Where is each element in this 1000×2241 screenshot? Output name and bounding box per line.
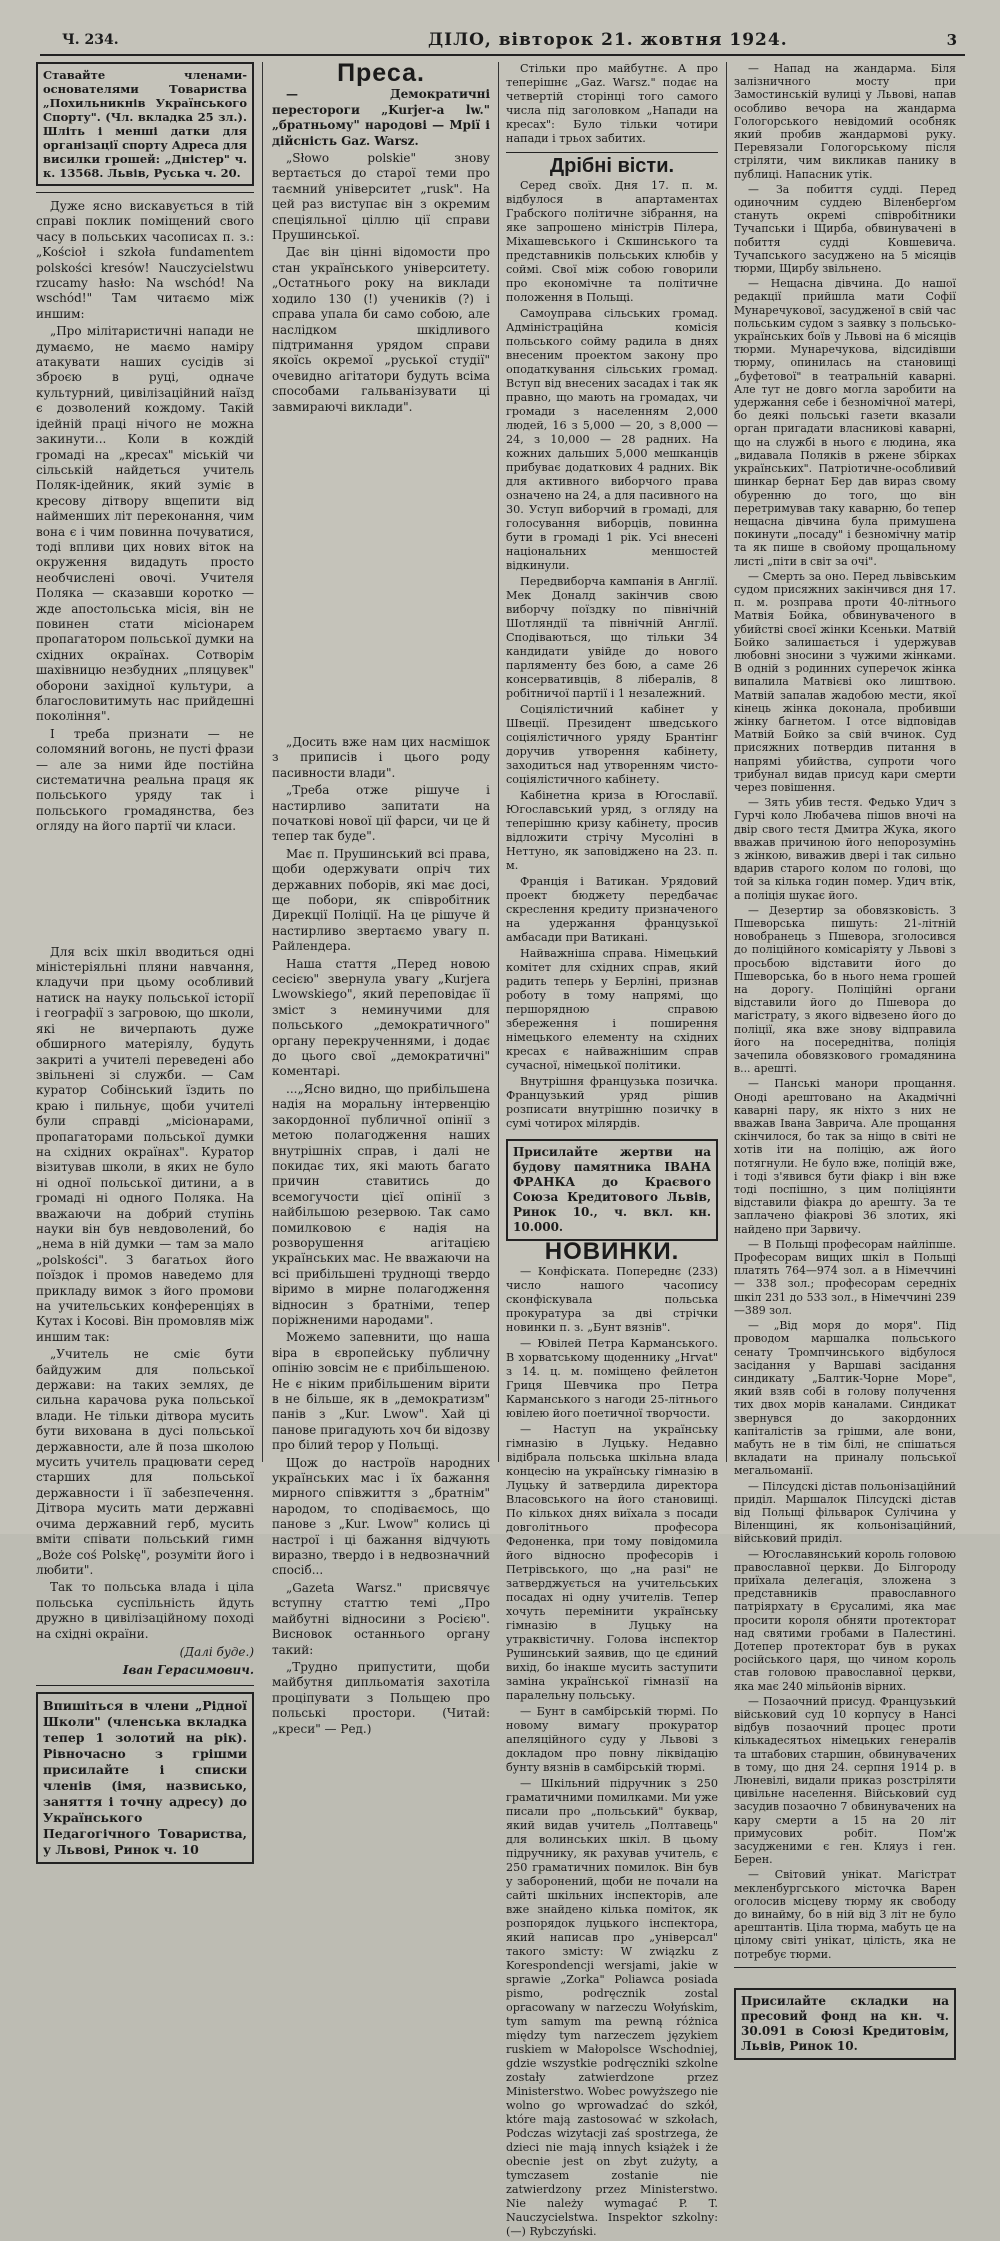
news-item: — Нещасна дівчина. До нашої редакції прийшла мати Софії Мунаречукової, засудженої в свій час польським судом з заявку з польсько-українських боїв у Львові на 6 місяців тюрми. Мунаречукова, відсидівши тюрму, опинилась на становищі „буфетової" в театральній каварні. Але тут не довго могла заробити на удержання себе і безномічної матері, бо деякі польські газети вказали орган пригадати власникові каварні, що на службі в нього є людина, яка „видавала Поляків в ржене збірках українських". Патріотичне-особливий шинкар бернат Бер дав вираз свому обуренню до того, що він перетримував таку каварню, бо тепер нещасна дівчина була примушена покинути „посаду" і безномічну матір та як пише в свойому прощальному листі „піти в світ за очі". xyxy=(734,277,956,568)
news-item: — Наступ на українську гімназію в Луцьку. Недавно відібрала польська шкільна влада концесію на українську гімназію в Луцьку й затвердила директора Власовського на його становищі. По кількох днях виїхала з посади довголітнього професора Федоненка, при тому повідомила його відносно професорів і Петрівського, що „на разі" не затверджується на учительських посадах ні одну учителів. Тепер хочуть перемінити українську гімназію в Луцьку на утраквістичну. Голова інспектор Рушинський заявив, що це єдиний вихід, бо інакше мусить заступити заміна української гімназії на паралельну польську. xyxy=(506,1423,718,1702)
article-paragraph: Має п. Прушинський всі права, щоби одержувати опріч тих державних поборів, які має досі, ще побори, як співробітник Дирекції Поліції. На це рішуче й настирливо звертаємо увагу п. Райлендера. xyxy=(272,846,490,954)
news-item: Найважніша справа. Німецький комітет для східних справ, який радить теперь у Берліні, признав роботу в тому напрямі, що першорядною справою збереження і поширення німецького елементу на східних кресах є найважнішим справ сучасної, німецької політики. xyxy=(506,947,718,1072)
news-item: Внутрішня французька позичка. Французький уряд рішив розписати внутрішню позичку в сумі чотирох мілярдів. xyxy=(506,1075,718,1130)
article-paragraph: „Słowo polskie" знову вертається до старої теми про таємний університет „rusk". На цей раз виступає він з окремим спеціяльної ціллю ції справи Прушинської. xyxy=(272,151,490,243)
article-paragraph: Стільки про майбутнє. А про теперішнє „Gaz. Warsz." подає на четвертій сторінці того самого числа під заголовком „Напади на кресах": Було тільки чотири напади і трьох забитих. xyxy=(506,62,718,145)
divider xyxy=(36,1685,254,1686)
continued-note: (Далі буде.) xyxy=(179,1644,254,1659)
divider xyxy=(734,1967,956,1968)
news-item: Передвиборча кампанія в Англії. Мек Доналд закінчив свою виборчу поїздку по північній Шотляндії та північній Англії. Сподіваються, що тільки 34 кандидати увійде до нового парляменту без бою, а саме 26 консервативців, 8 лібералів, 8 робітничої партії і 1 незалежний. xyxy=(506,575,718,700)
press-fund-notice: Присилайте складки на пресовий фонд на кн. ч. 30.091 в Союзі Кредитовім, Львів, Ринок 10. xyxy=(734,1988,956,2060)
article-paragraph: Так то польська влада і ціла польська суспільність йдуть дружно в цивілізаційному поході на східні окраїни. xyxy=(36,1580,254,1641)
news-item: Соціялістичний кабінет у Швеції. Президент шведського соціялістичного уряду Брантінг доручив утворення кабінету, заходиться над утворенням чисто-соціялістичного кабінету. xyxy=(506,703,718,786)
news-item: — Пілсудскі дістав польонізаційний приділ. Маршалок Пілсудскі дістав від Польщі фільварок Сулічина у Віленщині, як кольонізаційний, військовий приділ. xyxy=(734,1479,956,1546)
page-number: 3 xyxy=(946,31,957,49)
article-paragraph: Щож до настроїв народних українських мас і їх бажання мирного співжиття з „братнім" народом, то сподіваємось, що панове з „Kur. Lwow" колись ці настрої і ці бажання відчують виразно, твердо і в недвозначний спосіб... xyxy=(272,1455,490,1578)
section-title-press: Преса. xyxy=(337,59,425,87)
news-item: — „Від моря до моря". Під проводом маршалка польського сенату Тромпчинського відбулося засідання у Варшаві засідання синдикату „Балтик-Чорне Море", який взяв собі в голову получення тих двох морів каналами. Синдикат звернувся до закордонних капіталістів за грішми, але вони, мабуть не в тім білі, не спішаться вкладати на приналу польської мегальоманії. xyxy=(734,1319,956,1478)
news-item: — Смерть за оно. Перед львівським судом присяжних закінчився дня 17. п. м. розправа проти 40-літнього Матвія Бойка, обвинуваченого в убийстві своєї жінки Ксеньки. Матвій Бойко залишається і удержував любовні зносини з чужими жінками. В одній з родинних суперечок жінка випалила Матвієві око лиштвою. Матвій запалав жадобою мести, якої кінець жінка доконала, пробивши жінку багнетом. І отсе відповідав Матвій Бойко за свій вчинок. Суд присяжних потвердив питання в напрямі убийства, супроти чого трибунал видав присуд кари смерти через повішення. xyxy=(734,569,956,794)
article-quote: ...„Ясно видно, що прибільшена надія на моральну інтервенцію закордонної публичної опінії з метою полагодження наших внутрішніх справ, і далі не покидає тих, які мають багато причин ставитись до всемогучости цієї опінії з найбільшою резервою. Так само помилковою є надія на розворушення агітацією українських мас. Не вважаючи на всі прибільшені труднощі твердо віримо в мирне полагодження відносин з братніми, тепер поріжненими народами". xyxy=(272,1081,490,1327)
column-4 xyxy=(734,62,956,2060)
news-item: — Шкільний підручник з 250 граматичними помилками. Ми уже писали про „польський" буквар, який видав учитель „Полтавець" для волинських шкіл. В цьому підручнику, як рахував учитель, є 250 граматичних помилок. Він був у заборонений, щоби не почали на сайті шкільних інспекторів, але вже знайдено кілька поміток, як розпорядок луцького інспектора, який написав про „універсал" такого змісту: W związku z Korespondencji wersjami, jakie w sprawie „Zorka" Poliawca posiada pismo, podręcznik zostal opracowany w narzeczu Wołyńskim, tym samym ma pewną różnica między tym narzeczem językiem ruskiem w Małopolsce Wschodniej, gdzie wszystkie podręczniki szkolne zostały zatwierdzone przez Ministerstwo. Wobec powyższego nie wolno go wprowadzać do szkół, które mają zastosować w szkołach, Podczas wizytacji zaś spostrzega, że dzieci nie mają innych książek i że obecnie jest on zbyt zużyty, a tymczasem zostanie nie zatwierdzony przez Ministerstwo. Nie należy wymagać P. T. Nauczycielstwa. Inspektor szkolny: (—) Rybczyński. xyxy=(506,1777,718,2238)
column-rule xyxy=(726,62,727,1462)
news-item: Франція і Ватикан. Урядовий проект бюджету передбачає скреслення кредиту призначеного на удержання французької амбасади при Ватикані. xyxy=(506,875,718,944)
article-paragraph: „Gazeta Warsz." присвячує вступну статтю темі „Про майбутні відносини з Росією". Висновок останнього органу такий: xyxy=(272,1580,490,1657)
article-paragraph: Можемо запевнити, що наша віра в європейську публичну опінію зовсім не є прибільшеною. Не є ніким прибільшеним вірити в не більше, як в „демократизм" панів з „Kur. Lwow". Хай ці панове пригадують хоч би відозву про білий терор у Польщі. xyxy=(272,1330,490,1453)
sport-society-notice: Ставайте членами-основателями Товариства „Похильникнів Українського Спорту". (Чл. вкладка 25 зл.). Шліть і менші датки для організації спорту Адреса для висилки грошей: „Дністер" ч. к. 13568. Львів, Руська ч. 20. xyxy=(36,62,254,186)
news-item: — Зять убив тестя. Федько Удич з Гурчі коло Любачева пішов вночі на двір свого тестя Дмитра Жука, якого вважав причиною його непорозумінь з жінкою, виважив двері і так сильно вдарив старого колом по голові, що той за кілька годин помер. Удич втік, а поліція шукає його. xyxy=(734,796,956,902)
article-paragraph: Дуже ясно вискавується в тій справі поклик поміщений свого часу в польських часописах п. з.: „Kościoł i szkoła fundamentem polskości kresów! Nauczycielstwu rzucamy hasło: Na wschód! Na wschód!" Там читаємо між иншим: xyxy=(36,199,254,321)
news-item: — Світовий унікат. Магістрат мекленбургського місточка Варен оголосив місцеву тюрму як свободу до винайму, бо в ній від 3 літ не було арештантів. Ціла тюрма, мабуть це на цілому світі унікат, цілість, яка не потребує тюрми. xyxy=(734,1868,956,1961)
article-quote: „Трудно припустити, щоби майбутня дипльоматія захотіла проціпувати з Польщею про польські простори. (Читай: „креси" — Ред.) xyxy=(272,1659,490,1736)
franko-monument-notice: Присилайте жертви на будову памятника ІВАНА ФРАНКА до Краєвого Союза Кредитового Львів, Ринок 10., ч. вкл. кн. 10.000. xyxy=(506,1139,718,1241)
ridna-shkola-notice: Впишіться в члени „Рідної Школи" (членська вкладка тепер 1 золотий на рік). Рівночасно з грішми присилайте і списки членів (імя, назвисько, заняття і точну адресу) до Українського Педагогічного Товариства, у Львові, Ринок ч. 10 xyxy=(36,1692,254,1864)
page-header xyxy=(40,30,965,56)
article-paragraph: Дає він цінні відомости про стан українського університету. „Остатнього року на виклади ходило 130 (!) учеників (?) і справа упала би само собою, але наслідком шкідливого підтримання урядом справи якоїсь окремої „руської студії" очевидно агітатори будуть всіма способами гальванізувати ці завмираючі виклади". xyxy=(272,245,490,414)
news-item: — За побиття судді. Перед одиночним суддею Віленберґом стануть окремі співробітники Тучапськи і Щирба, обвинувачені в побиття судді Ковшевича. Тучапського засуджено на 5 місяців тюрми, Щирбу звільнено. xyxy=(734,182,956,276)
column-rule xyxy=(262,62,263,1462)
article-quote: „Треба отже рішуче і настирливо запитати на початкові нової ції фарси, чи це й тепер так буде". xyxy=(272,783,490,844)
news-item: Серед своїх. Дня 17. п. м. відбулося в апартаментах Грабского політичне зібрання, на яке запрошено міністрів Пілера, Міхашевського і Скшинського та представників польських клюбів у соймі. Свої між собою говорили про економічне та політичне положення в Польщі. xyxy=(506,179,718,304)
news-item: — Панські манори прощання. Оноді арештовано на Акадмічні каварні пару, як ніхто з них не вважав Івана Заврича. Але прощання скінчилося, бо так за ніщо в світі не хотів іти на поліцію, аж його потягнули. Не було вже, поліцій вже, і тоді з'явився бути фіакр і він вже тоді поспішно, з цим поліціянти відставили фіакра до арешту. За те заплачено фіакрові 36 злотих, які найдено при Зарвичу. xyxy=(734,1077,956,1236)
news-item: — Напад на жандарма. Біля залізничного мосту при Замостинській вулиці у Львові, напав особливо вечора на жандарма Гологорського невідомий особняк який пробив жандармові руку. Перевязали Гологорському після стріляти, чим викликав панику в публиці. Напасник утік. xyxy=(734,62,956,181)
news-item: — Бунт в самбірській тюрмі. По новому вимагу прокуратор апеляційного суду у Львові з докладом про повну ліквідацію бунту вязнів в самбірській тюрмі. xyxy=(506,1705,718,1774)
section-title-short-news: Дрібні вісти. xyxy=(549,155,675,177)
article-paragraph: Для всіх шкіл вводиться одні міністеріяльні пляни навчання, кладучи при цьому особливий натиск на науку польської історії і географії з загровою, що школи, які не вичерпають дуже обширного матеріялу, будуть закриті а учителі переведені або звільнені зі служби. — Сам куратор Собінський їздить по краю і пильнує, щоби учителі були справді „місіонарами, пропагаторами польської думки на східних окраїнах". Куратор візитував школи, в яких не було ні одної польської дитини, а в громаді ні одного Поляка. На вважаючи на добрий ступінь науки він був невдоволений, бо „нема в ній думки — там за мало „polskości". З багатьох його поїздок і промов наведемо для прикладу вимок з його промови на учительських конференціях в Кутах і Косові. Він промовляв між иншим так: xyxy=(36,944,254,1344)
news-item: Самоуправа сільських громад. Адміністраційна комісія польського сойму радила в днях внесеним проектом закону про оподаткування сільських громад. Вступ від внесених засадах і так як правно, що мають на громадах, чи громади з населенням 2,000 людей, 16 з 5,000 — 20, з 8,000 — 24, з 10,000 — 28 радних. На кожних дальших 5,000 мешканців прибуває додаткових 4 радних. Вік для активного виборчого права означено на 24, а для пасивного на 30. Уступ виборчий в громаді, для голосування виборців, повинна бути в громаді 1 рік. Усі внесені національних меншостей відкинули. xyxy=(506,307,718,572)
divider xyxy=(36,192,254,193)
divider xyxy=(506,152,718,153)
article-paragraph: І треба признати — не соломяний вогонь, не пусті фрази — але за ними йде постійна систематична реальна праця як польського уряду так і польського громадянства, без огляду на його партії чи класи. xyxy=(36,726,254,834)
column-rule xyxy=(498,62,499,1462)
news-item: — Конфіската. Попереднє (233) число нашого часопису сконфіскувала польська прокуратура за дві стрічки новинки п. з. „Бунт вязнів". xyxy=(506,1265,718,1334)
news-item: — В Польщі професорам найліпше. Професорам вищих шкіл в Польщі платять 764—974 зол. а в Німеччині — 338 зол.; професорам середніх шкіл 231 до 533 зол., в Німеччині 239—389 зол. xyxy=(734,1237,956,1317)
column-3 xyxy=(506,62,718,2241)
column-1 xyxy=(36,62,254,1864)
article-lead: — Демократичні перестороги „Kurjer-a lw." „братньому" народові — Мрії і дійсність Gaz. Warsz. xyxy=(272,87,490,148)
news-item: — Дезертир за обовязковість. З Пшеворська пишуть: 21-літній новобранець з Пшевора, зголосився до поліційного комісаріяту у Львові з просьбою відставити його до Пшеворська, бо в нього нема грошей на дорогу. Поліційні органи відставили його до Пшевора до магістрату, з якого відвезено його до поліції, яка вже знову відправила його на посереднітва, поліція зачепила обовязкового громадянина в... арешті. xyxy=(734,903,956,1076)
article-quote: „Досить вже нам цих насмішок з приписів і цього роду пасивности влади". xyxy=(272,734,490,780)
section-title-novynky: НОВИНКИ. xyxy=(544,1238,680,1265)
article-quote: „Учитель не сміє бути байдужим для польської держави: на таких землях, де сильна карачова рука польської влади. Не тільки дітвора мусить бути вихована в дусі польської державности, але й поза школою мусить учитель працювати серед старших для польської державности і її забезпечення. Дітвора мусить мати державні очима державний герб, мусить вміти співати польський гимн „Boże coś Polskę", розуміти його і любити". xyxy=(36,1347,254,1577)
issue-number: Ч. 234. xyxy=(62,32,119,48)
article-author: Іван Герасимович. xyxy=(122,1663,254,1678)
article-paragraph: Наша стаття „Перед новою сесією" звернула увагу „Kurjera Lwowskiego", який переповідає її зміст з неминучими для польського „демократичного" органу перекрученнями, і додає до цього свої „демократичні" коментарі. xyxy=(272,956,490,1079)
masthead-date: ДІЛО, вівторок 21. жовтня 1924. xyxy=(428,30,788,50)
news-item: — Ювілей Петра Карманського. В хорватському щоденнику „Hrvat" з 14. ц. м. поміщено фейлетон Гриця Шевчика про Петра Карманського з нагоди 25-літнього ювілею його поетичної творчости. xyxy=(506,1337,718,1420)
article-quote: „Про мілітаристичні напади не думаємо, не маємо наміру атакувати наших сусідів зі зброєю в руці, одначе культурний, цивілізаційний наїзд є дозволений кождому. Такій ідейній праці нічого не можна закинути... Коли в кождій громаді на „кресах" міській чи сільській найдеться учитель Поляк-ідейник, який зуміє в кресову дітвору вщепити від найменших літ переконання, чим вона є і чим повинна почуватися, тоді впливи цих нових віток на окруження видадуть просто необчислені овочі. Учителя Поляка — сказавши коротко — жде апостольська місія, він не повинен стати місіонарем пропагатором польської думки на східних окраїнах. Сотворім шахівницю незбудних „пляцувек" оборони західної культури, а благословитимуть нас прийдешні покоління". xyxy=(36,324,254,724)
news-item: — Югославянський король головою православної церкви. До Білгороду приїхала делегація, зложена з представників православного патріярхату в Єрусалимі, яка має просити короля обняти протекторат над святими гробами в Палестині. Дотепер протекторат був в руках російського царя, що чином король став головою православної церкви, яка має 240 мільйонів вірних. xyxy=(734,1547,956,1693)
news-item: — Позаочний присуд. Французький військовий суд 10 корпусу в Нансі відбув позаочний процес проти кількадесятьох німецьких генералів та штабових старшин, обвинувачених в тому, що дня 24. серпня 1914 р. в Люневілі, видали приказ розстріляти цивільне населення. Військовий суд засудив позаочно 7 обвинувачених на кару смерти а 15 на 20 літ примусових робіт. Пом'ж засудженими є ген. Кляуз і ген. Берен. xyxy=(734,1694,956,1867)
news-item: Кабінетна криза в Югославії. Югославський уряд, з огляду на теперішню кризу кабінету, просив відложити стрічу Мусоліні в Неттуно, як заповіджено на 23. п. м. xyxy=(506,789,718,872)
column-2 xyxy=(272,59,490,1739)
